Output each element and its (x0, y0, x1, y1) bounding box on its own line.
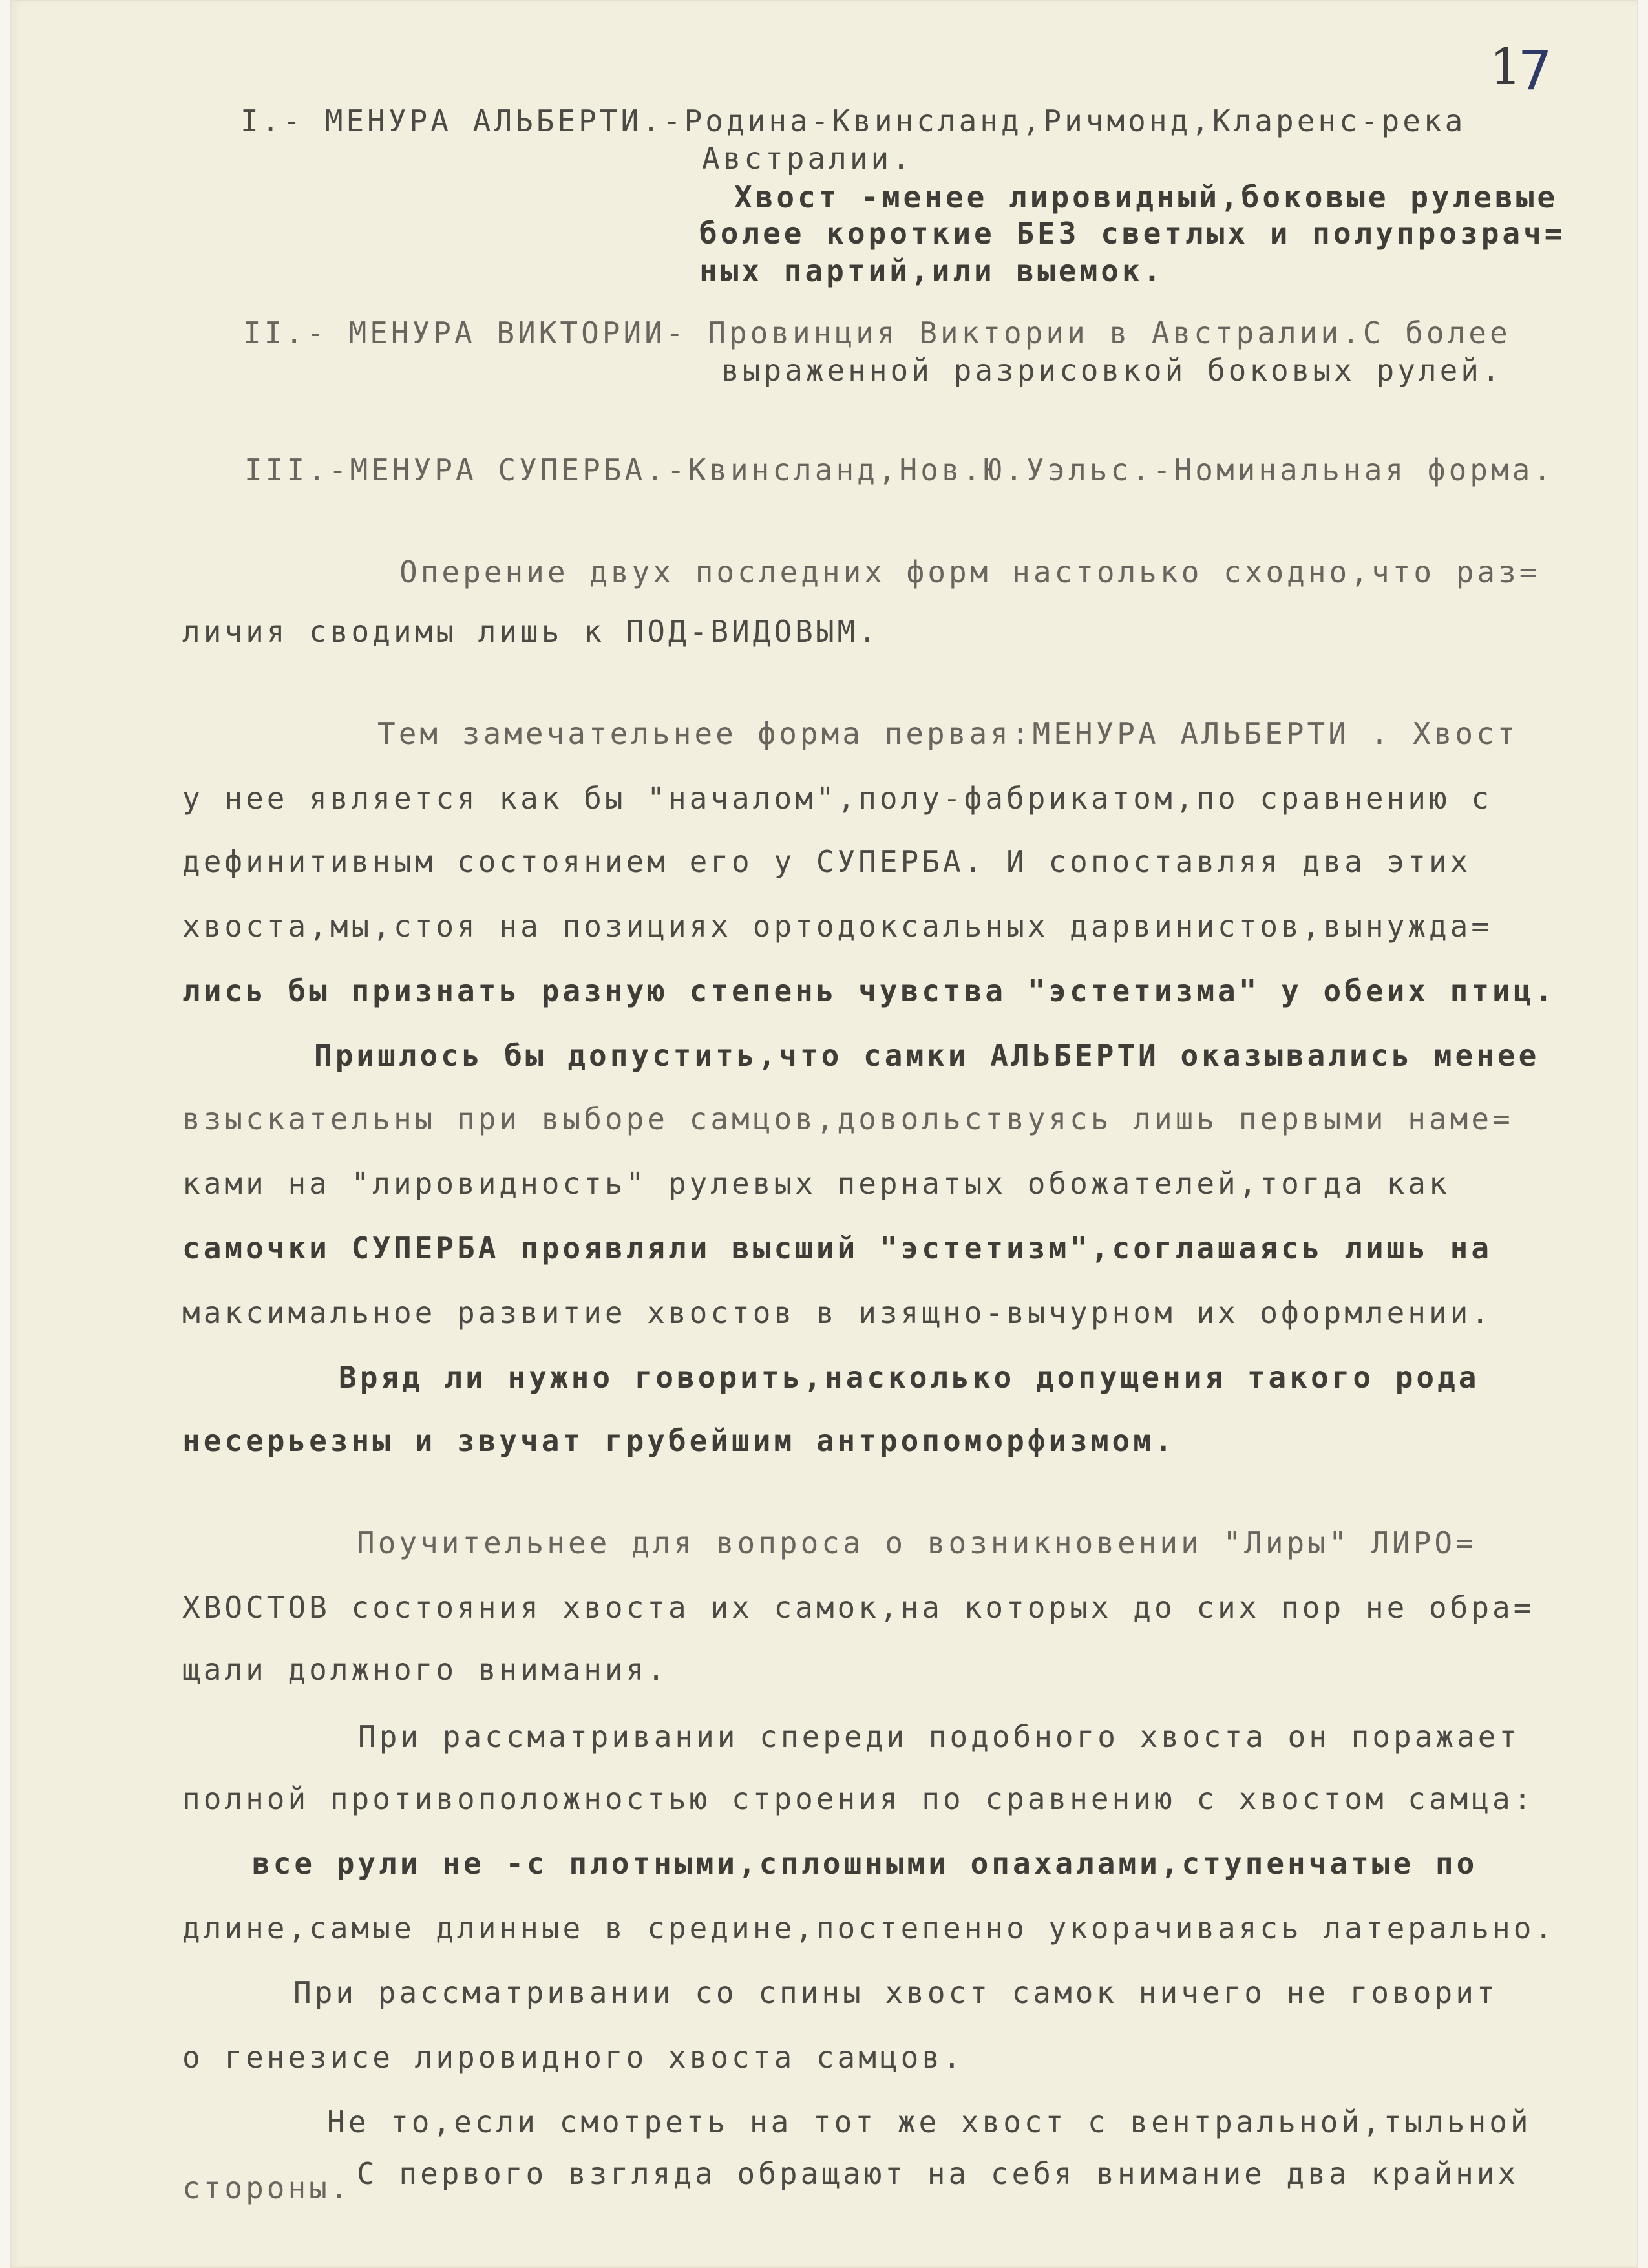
body-line-8: Пришлось бы допустить,что самки АЛЬБЕРТИ оказывались менее (314, 1038, 1540, 1073)
body-line-14: несерьезны и звучат грубейшим антропоморфизмом. (182, 1423, 1176, 1458)
body-line-17: щали должного внимания. (182, 1652, 668, 1687)
entry-1-line-5: ных партий,или выемок. (699, 253, 1165, 288)
body-line-11: самочки СУПЕРБА проявляли высший "эстетизм",соглашаясь лишь на (182, 1231, 1493, 1266)
entry-1-line-1: I.- МЕНУРА АЛЬБЕРТИ.-Родина-Квинсланд,Ричмонд,Кларенс-река (240, 103, 1466, 138)
body-line-18: При рассматривании спереди подобного хвоста он поражает (358, 1719, 1521, 1754)
entry-1-line-2: Австралии. (702, 141, 913, 176)
body-line-3: Тем замечательнее форма первая:МЕНУРА АЛЬБЕРТИ . Хвост (377, 716, 1519, 751)
body-line-19: полной противоположностью строения по сравнению с хвостом самца: (182, 1781, 1535, 1816)
body-line-24: Не то,если смотреть на тот же хвост с вентральной,тыльной (327, 2104, 1532, 2139)
body-line-15: Поучительнее для вопроса о возникновении "Лиры" ЛИРО= (357, 1525, 1477, 1560)
entry-2-line-1: II.- МЕНУРА ВИКТОРИИ- Провинция Виктории в Австралии.С более (243, 315, 1511, 350)
page-number (1489, 34, 1552, 102)
entry-1-line-4: более короткие БЕЗ светлых и полупрозрач= (699, 216, 1566, 251)
body-line-22: При рассматривании со спины хвост самок ничего не говорит (293, 1975, 1498, 2010)
body-line-5: дефинитивным состоянием его у СУПЕРБА. И сопоставляя два этих (182, 844, 1472, 879)
page-number-handwritten: 7 (1517, 39, 1552, 102)
body-line-12: максимальное развитие хвостов в изящно-вычурном их оформлении. (182, 1295, 1493, 1330)
body-line-4: у нее является как бы "началом",полу-фабрикатом,по сравнению с (182, 781, 1493, 816)
typewritten-page (10, 0, 1638, 2268)
body-line-26: С первого взгляда обращают на себя внимание два крайних (357, 2156, 1519, 2191)
body-line-21: длине,самые длинные в средине,постепенно укорачиваясь латерально. (182, 1911, 1556, 1945)
body-line-13: Вряд ли нужно говорить,насколько допущения такого рода (339, 1360, 1480, 1395)
body-line-10: ками на "лировидность" рулевых пернатых обожателей,тогда как (182, 1166, 1450, 1201)
body-line-9: взыскательны при выборе самцов,довольствуясь лишь первыми наме= (182, 1101, 1514, 1136)
entry-1-line-3: Хвост -менее лировидный,боковые рулевые (734, 180, 1559, 215)
body-line-16: ХВОСТОВ состояния хвоста их самок,на которых до сих пор не обра= (182, 1590, 1535, 1625)
body-line-6: хвоста,мы,стоя на позициях ортодоксальных дарвинистов,вынужда= (182, 909, 1493, 944)
body-line-7: лись бы признать разную степень чувства "эстетизма" у обеих птиц. (182, 973, 1556, 1008)
body-line-23: о генезисе лировидного хвоста самцов. (182, 2040, 964, 2075)
page-number-typed: 1 (1489, 38, 1522, 96)
body-line-25: стороны. (182, 2170, 352, 2205)
body-line-1: Оперение двух последних форм настолько сходно,что раз= (399, 555, 1541, 589)
body-line-20: все рули не -с плотными,сплошными опахалами,ступенчатые по (252, 1846, 1478, 1881)
entry-2-line-2: выраженной разрисовкой боковых рулей. (721, 353, 1503, 388)
entry-3-line-1: III.-МЕНУРА СУПЕРБА.-Квинсланд,Нов.Ю.Уэльс.-Номинальная форма. (244, 452, 1555, 487)
body-line-2: личия сводимы лишь к ПОД-ВИДОВЫМ. (182, 614, 880, 649)
